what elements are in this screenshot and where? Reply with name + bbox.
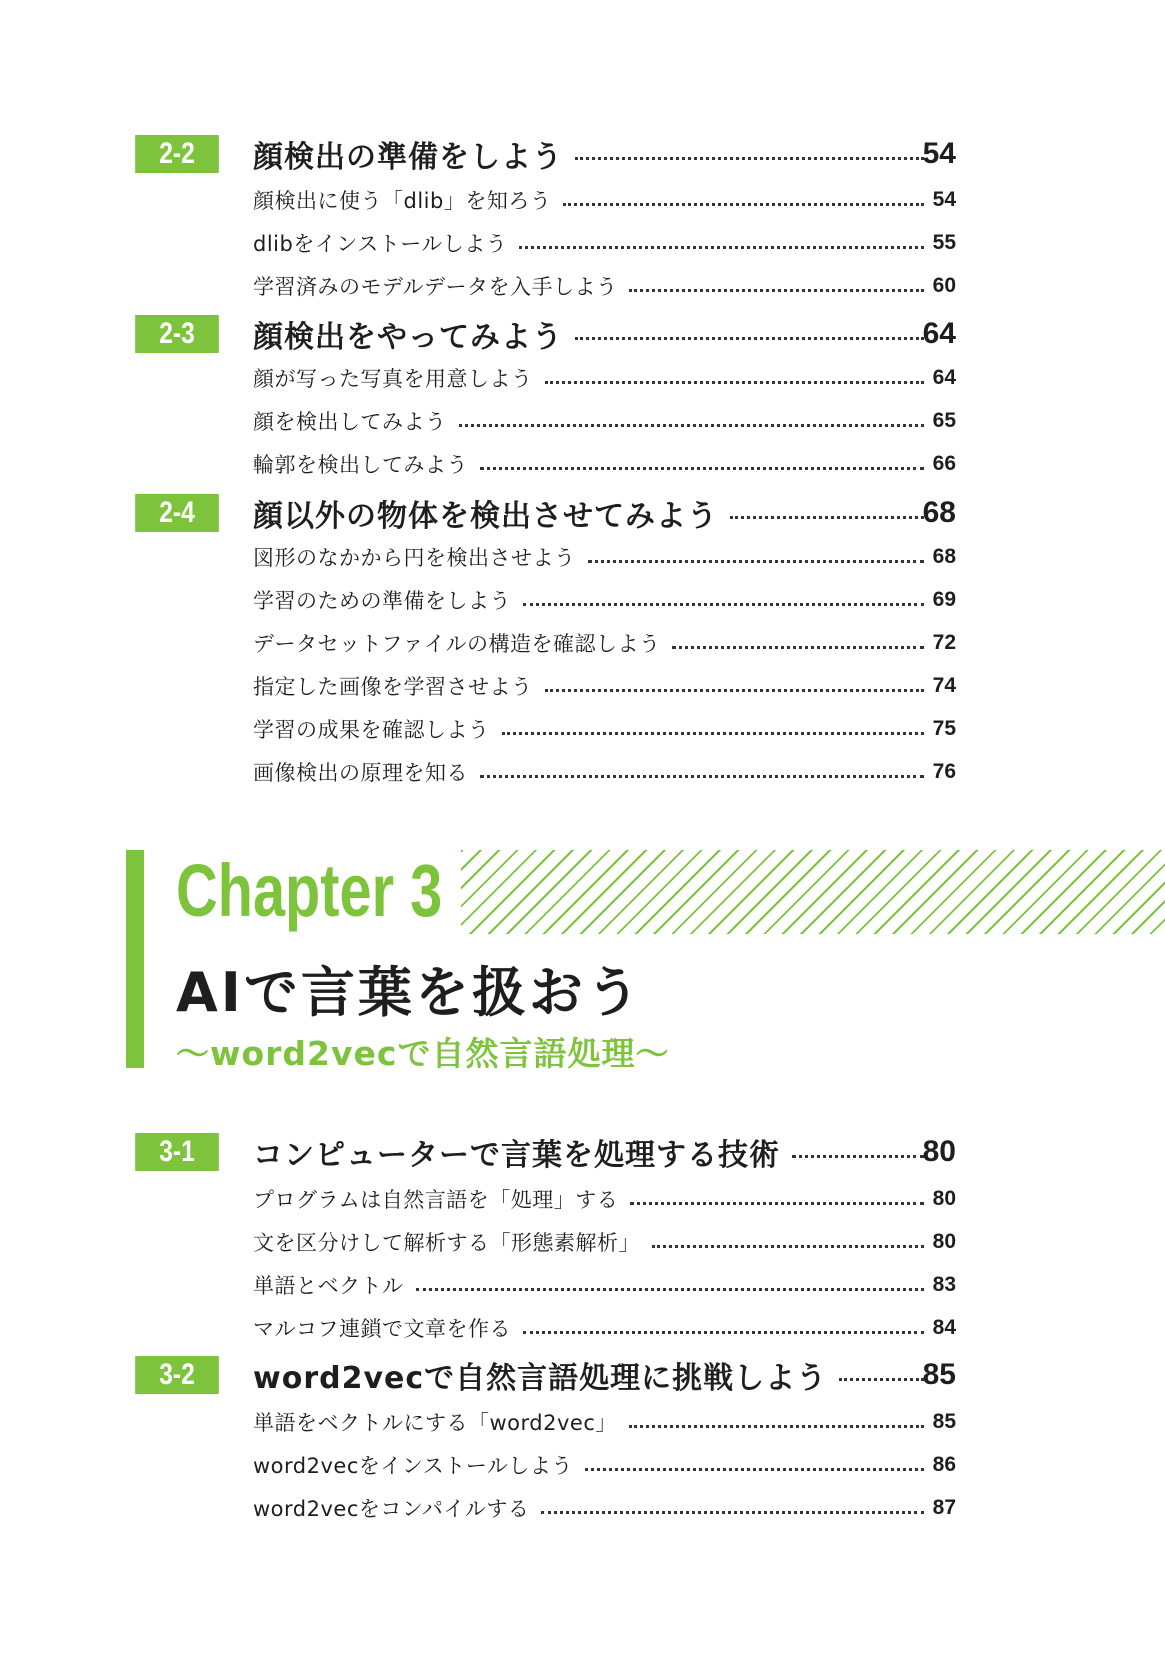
page-number: 66 [932, 452, 956, 475]
item-title: 文を区分けして解析する「形態素解析」 [253, 1231, 640, 1255]
item-title: 顔が写った写真を用意しよう [253, 367, 533, 391]
dot-leader [585, 1468, 924, 1471]
section-title: word2vecで自然言語処理に挑戦しよう [253, 1361, 828, 1396]
item-title: 図形のなかから円を検出させよう [253, 546, 576, 570]
page-number: 68 [932, 545, 956, 568]
dot-leader [480, 467, 924, 470]
item-title: マルコフ連鎖で文章を作る [253, 1317, 511, 1341]
toc-item[interactable] [0, 270, 1165, 302]
page-number: 85 [932, 1410, 956, 1433]
toc-item[interactable] [0, 362, 1165, 394]
page-number: 54 [932, 188, 956, 211]
dot-leader [502, 732, 925, 735]
chapter-label: Chapter 3 [176, 849, 443, 932]
toc-item[interactable] [0, 1226, 1165, 1258]
toc-item[interactable] [0, 227, 1165, 259]
item-title: 学習の成果を確認しよう [253, 718, 490, 742]
section-number-badge: 2-4 [135, 494, 219, 532]
section-number-badge: 3-2 [135, 1356, 219, 1394]
section-title: コンピューターで言葉を処理する技術 [253, 1138, 780, 1173]
page-number: 55 [932, 231, 956, 254]
page-number: 83 [932, 1273, 956, 1296]
chapter-hatch-pattern [461, 850, 1165, 934]
page-number: 76 [932, 760, 956, 783]
section-number-badge: 3-1 [135, 1133, 219, 1171]
section-number-badge: 2-2 [135, 135, 219, 173]
item-title: 学習済みのモデルデータを入手しよう [253, 275, 618, 299]
dot-leader [730, 516, 924, 519]
dot-leader [541, 1511, 924, 1514]
item-title: 単語とベクトル [253, 1274, 404, 1298]
page-number: 64 [922, 317, 956, 350]
page-number: 84 [932, 1316, 956, 1339]
dot-leader [629, 1425, 924, 1428]
section-number-badge: 2-3 [135, 315, 219, 353]
page-number: 86 [932, 1453, 956, 1476]
dot-leader [629, 289, 924, 292]
dot-leader [575, 157, 924, 160]
toc-item[interactable] [0, 1269, 1165, 1301]
dot-leader [652, 1245, 924, 1248]
page-number: 80 [932, 1187, 956, 1210]
toc-section-2-3[interactable] [0, 312, 1165, 356]
section-title: 顔検出をやってみよう [253, 320, 563, 355]
dot-leader [563, 203, 924, 206]
item-title: 画像検出の原理を知る [253, 761, 468, 785]
toc-item[interactable] [0, 627, 1165, 659]
toc-item[interactable] [0, 1312, 1165, 1344]
dot-leader [545, 381, 925, 384]
section-title: 顔検出の準備をしよう [253, 140, 563, 175]
item-title: 顔検出に使う「dlib」を知ろう [253, 189, 552, 213]
toc-section-3-2[interactable] [0, 1353, 1165, 1397]
item-title: 顔を検出してみよう [253, 410, 447, 434]
dot-leader [523, 603, 924, 606]
chapter-title: AIで言葉を扱おう [176, 961, 643, 1024]
item-title: 指定した画像を学習させよう [253, 675, 533, 699]
toc-item[interactable] [0, 405, 1165, 437]
dot-leader [630, 1202, 924, 1205]
page-number: 85 [922, 1358, 956, 1391]
item-title: データセットファイルの構造を確認しよう [253, 632, 661, 656]
toc-item[interactable] [0, 1183, 1165, 1215]
page-number: 69 [932, 588, 956, 611]
dot-leader [519, 246, 924, 249]
item-title: プログラムは自然言語を「処理」する [253, 1188, 619, 1212]
toc-item[interactable] [0, 1449, 1165, 1481]
item-title: dlibをインストールしよう [253, 232, 508, 256]
page-number: 54 [922, 137, 956, 170]
dot-leader [416, 1288, 925, 1291]
dot-leader [545, 689, 925, 692]
toc-section-2-4[interactable] [0, 491, 1165, 535]
toc-item[interactable] [0, 184, 1165, 216]
dot-leader [672, 646, 924, 649]
page-number: 60 [932, 274, 956, 297]
toc-item[interactable] [0, 756, 1165, 788]
toc-item[interactable] [0, 541, 1165, 573]
section-title: 顔以外の物体を検出させてみよう [253, 499, 718, 534]
dot-leader [459, 424, 925, 427]
page-number: 87 [932, 1496, 956, 1519]
page-number: 64 [932, 366, 956, 389]
toc-item[interactable] [0, 670, 1165, 702]
item-title: 学習のための準備をしよう [253, 589, 511, 613]
page-number: 75 [932, 717, 956, 740]
item-title: 単語をベクトルにする「word2vec」 [253, 1411, 617, 1435]
dot-leader [575, 337, 924, 340]
toc-item[interactable] [0, 713, 1165, 745]
toc-item[interactable] [0, 1492, 1165, 1524]
page-number: 65 [932, 409, 956, 432]
item-title: word2vecをコンパイルする [253, 1497, 530, 1521]
toc-section-2-2[interactable] [0, 132, 1165, 176]
item-title: 輪郭を検出してみよう [253, 453, 468, 477]
toc-item[interactable] [0, 584, 1165, 616]
item-title: word2vecをインストールしよう [253, 1454, 573, 1478]
dot-leader [523, 1331, 924, 1334]
toc-item[interactable] [0, 448, 1165, 480]
chapter-subtitle: ～word2vecで自然言語処理～ [176, 1034, 670, 1073]
toc-item[interactable] [0, 1406, 1165, 1438]
page-number: 80 [932, 1230, 956, 1253]
dot-leader [480, 775, 924, 778]
page-number: 72 [932, 631, 956, 654]
page-number: 68 [922, 496, 956, 529]
page-number: 74 [932, 674, 956, 697]
dot-leader [588, 560, 925, 563]
page-number: 80 [922, 1135, 956, 1168]
chapter-accent-bar [126, 850, 144, 1068]
toc-section-3-1[interactable] [0, 1130, 1165, 1174]
